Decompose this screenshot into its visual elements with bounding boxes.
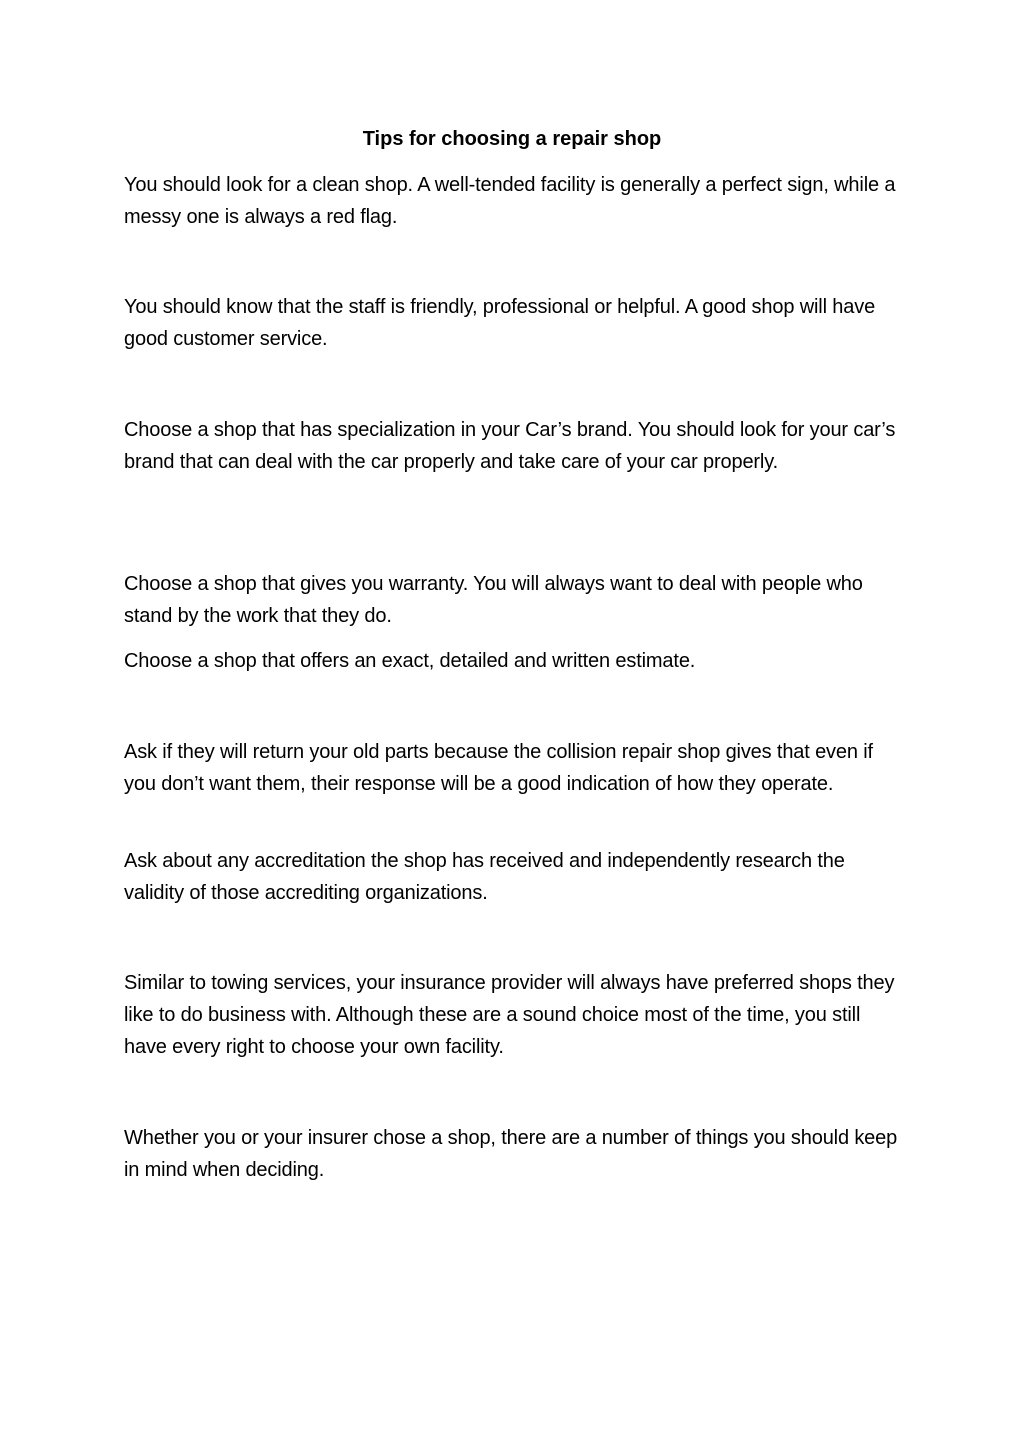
paragraph-written-estimate: Choose a shop that offers an exact, detailed and written estimate. [124, 650, 696, 672]
paragraph-accreditation: Ask about any accreditation the shop has received and independently research the validity of those accrediting organizations. [124, 850, 845, 904]
paragraph-warranty: Choose a shop that gives you warranty. You will always want to deal with people who stand by the work that they do. [124, 573, 863, 627]
paragraph-deciding: Whether you or your insurer chose a shop, there are a number of things you should keep in mind when deciding. [124, 1127, 898, 1181]
paragraph-brand-specialization: Choose a shop that has specialization in your Car’s brand. You should look for your car’s brand that can deal with the car properly and take care of your car properly. [124, 419, 896, 473]
paragraph-friendly-staff: You should know that the staff is friendly, professional or helpful. A good shop will have good customer service. [124, 296, 876, 350]
document-title: Tips for choosing a repair shop [362, 128, 662, 150]
paragraph-insurance-provider: Similar to towing services, your insurance provider will always have preferred shops they like to do business with. Although these are a sound choice most of the time, you still have every right to choose your own facility. [124, 972, 895, 1058]
paragraph-clean-shop: You should look for a clean shop. A well-tended facility is generally a perfect sign, while a messy one is always a red flag. [124, 174, 896, 228]
paragraph-old-parts: Ask if they will return your old parts because the collision repair shop gives that even if you don’t want them, their response will be a good indication of how they operate. [124, 741, 873, 795]
